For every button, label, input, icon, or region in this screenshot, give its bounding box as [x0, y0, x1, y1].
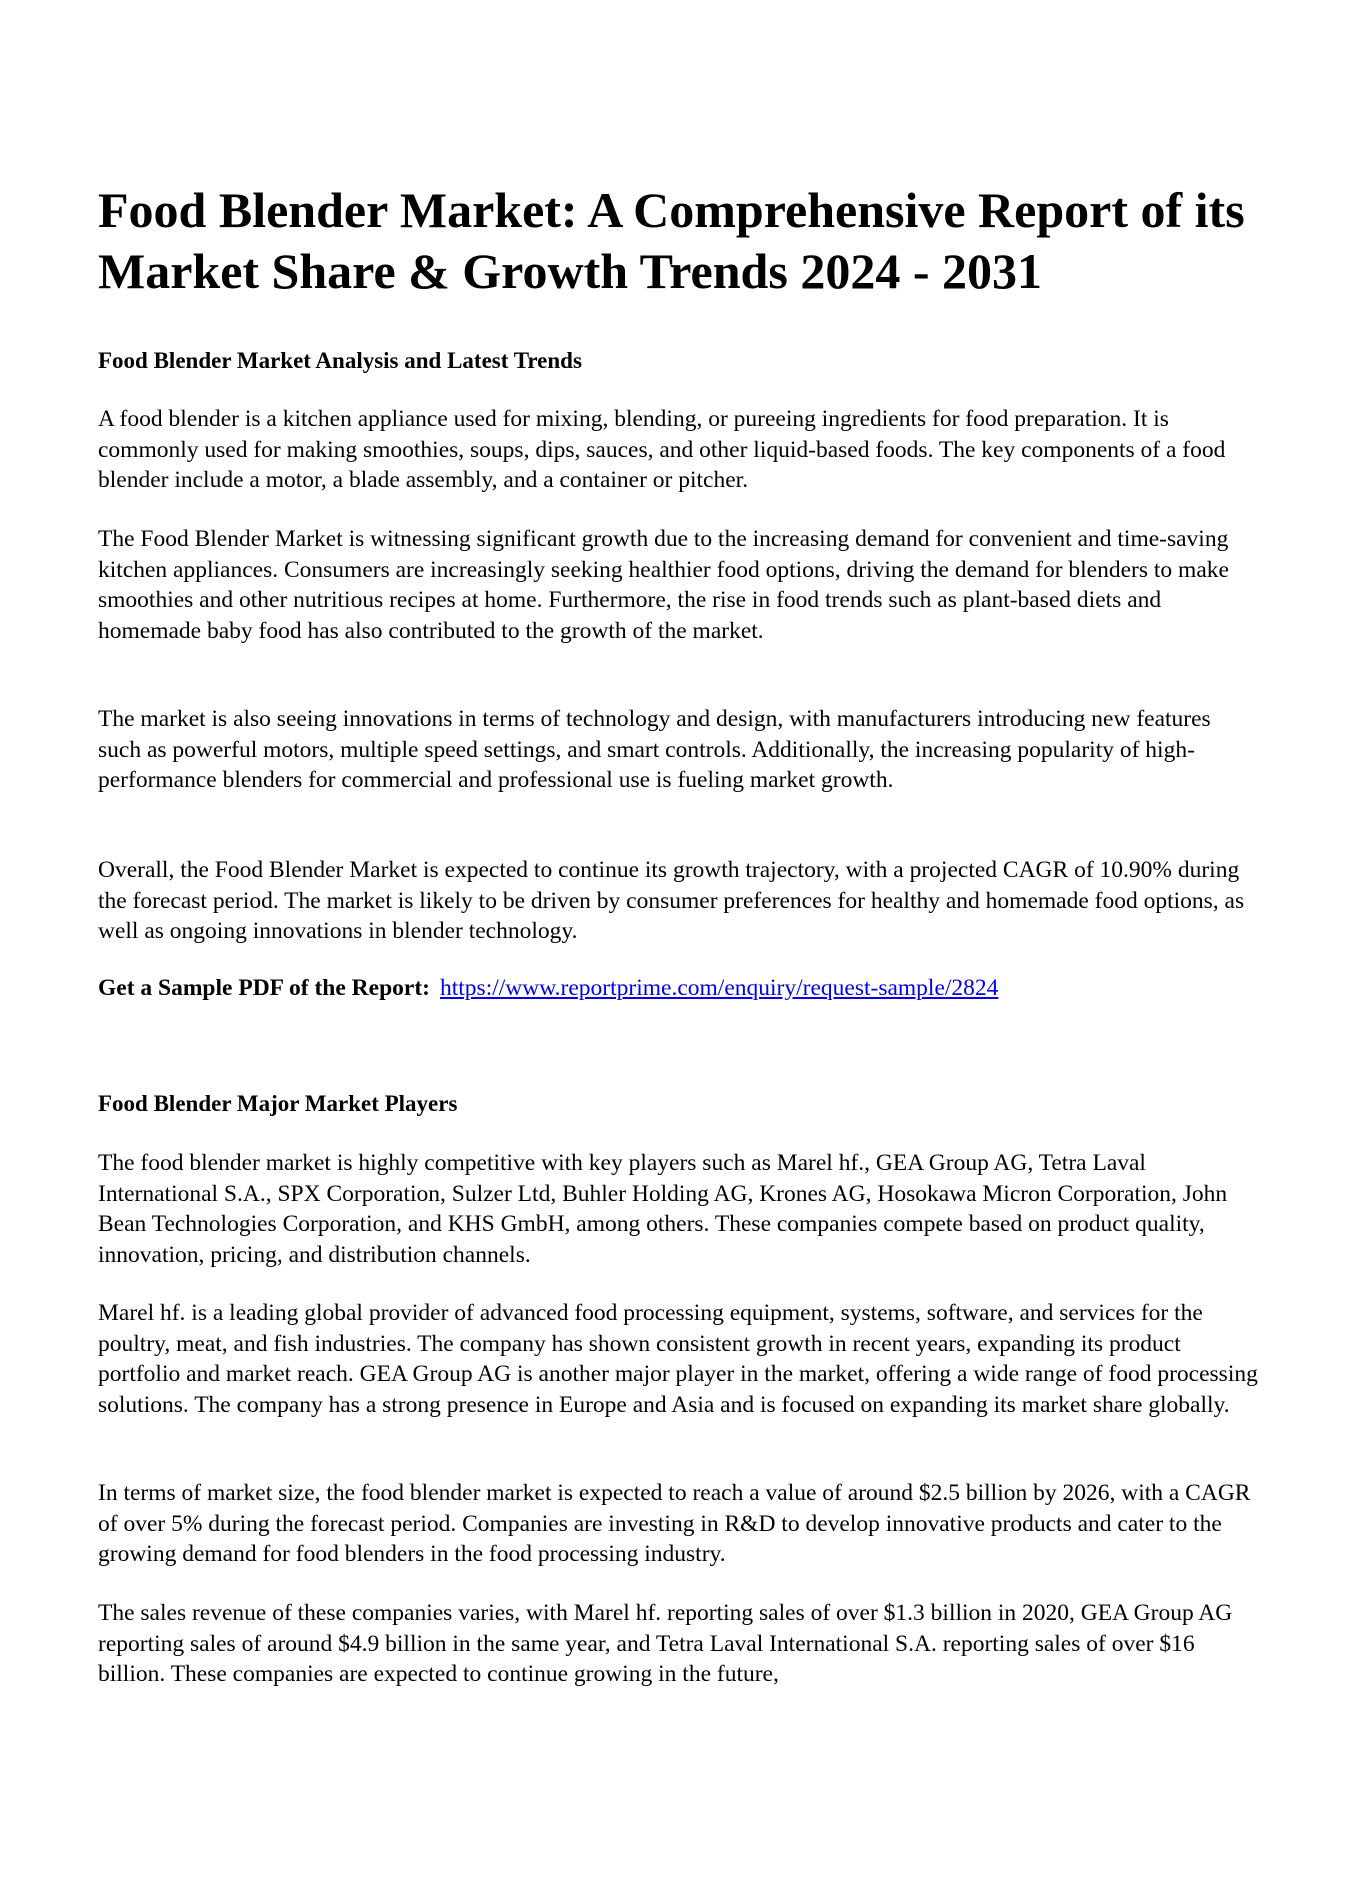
paragraph-market-size: In terms of market size, the food blender market is expected to reach a value of around $2.5 billion by 2026, with a CAGR of over 5% during the forecast period. Companies are investing in R&D to develop innovative products and cater to the growing demand for food blenders in the food processing industry.: [98, 1480, 1251, 1567]
paragraph-definition: A food blender is a kitchen appliance used for mixing, blending, or pureeing ingredients for food preparation. It is commonly used for making smoothies, soups, dips, sauces, and other liquid-based foods. The key components of a food blender include a motor, a blade assembly, and a container or pitcher.: [98, 406, 1226, 493]
paragraph-innovation: The market is also seeing innovations in terms of technology and design, with manufacturers introducing new features such as powerful motors, multiple speed settings, and smart controls. Additionally, the increasing popularity of high-performance blenders for commercial and professional use is fueling market growth.: [98, 706, 1211, 793]
page-title: Food Blender Market: A Comprehensive Report of its Market Share & Growth Trends 2024 - 2031: [98, 182, 1245, 299]
paragraph-sales-revenue: The sales revenue of these companies varies, with Marel hf. reporting sales of over $1.3 billion in 2020, GEA Group AG reporting sales of around $4.9 billion in the same year, and Tetra Laval International S.A. reporting sales of over $16 billion. These companies are expected to continue growing in the future,: [98, 1600, 1233, 1687]
sample-request-line: [98, 973, 998, 1003]
sample-report-link[interactable]: https://www.reportprime.com/enquiry/request-sample/2824: [439, 975, 999, 1001]
paragraph-growth: The Food Blender Market is witnessing significant growth due to the increasing demand for convenient and time-saving kitchen appliances. Consumers are increasingly seeking healthier food options, driving the demand for blenders to make smoothies and other nutritious recipes at home. Furthermore, the rise in food trends such as plant-based diets and homemade baby food has also contributed to the growth of the market.: [98, 526, 1229, 644]
paragraph-competition: The food blender market is highly competitive with key players such as Marel hf., GEA Group AG, Tetra Laval International S.A., SPX Corporation, Sulzer Ltd, Buhler Holding AG, Krones AG, Hosokawa Micron Corporation, John Bean Technologies Corporation, and KHS GmbH, among others. These companies compete based on product quality, innovation, pricing, and distribution channels.: [98, 1150, 1228, 1268]
paragraph-marel-gea: Marel hf. is a leading global provider of advanced food processing equipment, systems, software, and services for the poultry, meat, and fish industries. The company has shown consistent growth in recent years, expanding its product portfolio and market reach. GEA Group AG is another major player in the market, offering a wide range of food processing solutions. The company has a strong presence in Europe and Asia and is focused on expanding its market share globally.: [98, 1300, 1258, 1418]
section-heading-analysis: Food Blender Market Analysis and Latest Trends: [98, 348, 582, 373]
paragraph-outlook: Overall, the Food Blender Market is expected to continue its growth trajectory, with a projected CAGR of 10.90% during the forecast period. The market is likely to be driven by consumer preferences for healthy and homemade food options, as well as ongoing innovations in blender technology.: [98, 857, 1245, 944]
sample-label: Get a Sample PDF of the Report:: [98, 975, 430, 1001]
section-heading-players: Food Blender Major Market Players: [98, 1091, 458, 1116]
